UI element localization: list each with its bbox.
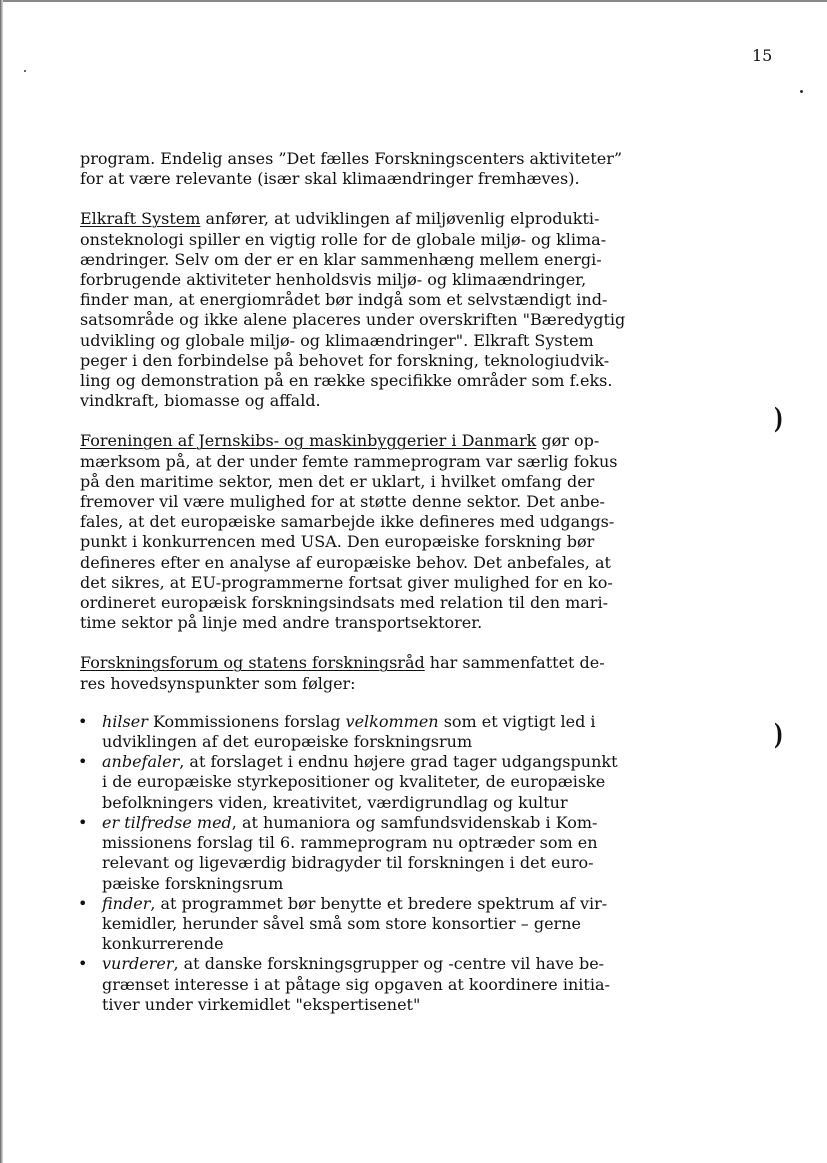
text-line: time sektor på linje med andre transportsektorer. <box>80 613 483 633</box>
text-line: defineres efter en analyse af europæiske behov. Det anbefales, at <box>80 552 611 572</box>
org-name-forskningsforum: Forskningsforum og statens forskningsråd <box>80 653 425 673</box>
text-line: mærksom på, at der under femte rammeprogram var særlig fokus <box>80 451 618 471</box>
text-line: fremover vil være mulighed for at støtte denne sektor. Det anbe- <box>80 492 605 512</box>
text-line: peger i den forbindelse på behovet for forskning, teknologiudvik- <box>80 350 610 370</box>
text-line: udviklingen af det europæiske forskningsrum <box>102 732 473 752</box>
paragraph-foreningen-jernskibs <box>80 431 618 633</box>
org-name-foreningen-jernskibs: Foreningen af Jernskibs- og maskinbyggerier i Danmark <box>80 431 537 451</box>
text-line: som et vigtigt led i <box>438 711 596 731</box>
text-line: konkurrerende <box>102 934 224 954</box>
bullet-verb: er tilfredse med <box>102 812 232 832</box>
text-line: fales, at det europæiske samarbejde ikke defineres med udgangs- <box>80 512 615 532</box>
list-item <box>78 954 610 1015</box>
list-item <box>78 752 618 813</box>
scan-left-edge <box>0 0 3 1163</box>
bullet-verb: anbefaler <box>102 752 180 772</box>
bullet-glyph: • <box>78 711 88 731</box>
page-number: 15 <box>752 46 773 65</box>
paragraph-program-continuation <box>80 149 623 189</box>
text-line: tiver under virkemidlet "ekspertisenet" <box>102 994 421 1014</box>
bullet-list <box>78 711 618 1015</box>
text-line: anfører, at udviklingen af miljøvenlig elprodukti- <box>200 209 600 229</box>
text-line: forbrugende aktiviteter henholdsvis miljø- og klimaændringer, <box>80 270 587 290</box>
list-item <box>80 813 600 894</box>
text-line: kemidler, herunder såvel små som store konsortier – gerne <box>102 913 581 933</box>
scan-top-edge <box>0 0 827 2</box>
bullet-verb: vurderer <box>102 954 174 974</box>
text-line: gør op- <box>536 431 600 451</box>
text-line: missionens forslag til 6. rammeprogram nu optræder som en <box>102 833 598 853</box>
text-line: satsområde og ikke alene placeres under overskriften "Bæredygtig <box>80 310 626 330</box>
text-line: pæiske forskningsrum <box>102 873 284 893</box>
text-line: befolkningers viden, kreativitet, værdigrundlag og kultur <box>102 792 568 812</box>
bullet-verb: finder <box>102 893 151 913</box>
text-line: ordineret europæisk forskningsindsats med relation til den mari- <box>80 593 608 613</box>
text-line: , at programmet bør benytte et bredere spektrum af vir- <box>150 893 608 913</box>
text-line: grænset interesse i at påtage sig opgaven at koordinere initia- <box>102 974 610 994</box>
list-item <box>78 893 608 955</box>
text-line: udvikling og globale miljø- og klimaændringer". Elkraft System <box>80 330 594 350</box>
scan-speck <box>24 70 26 72</box>
text-line: har sammenfattet de- <box>424 653 605 673</box>
text-line: , at forslaget i endnu højere grad tager udgangspunkt <box>179 752 618 772</box>
org-name-elkraft-system: Elkraft System <box>80 209 201 229</box>
bullet-glyph: • <box>78 752 88 772</box>
text-line: i de europæiske styrkepositioner og kvaliteter, de europæiske <box>102 772 606 792</box>
text-line: Kommissionens forslag <box>147 711 346 731</box>
paragraph-forskningsforum <box>80 653 605 693</box>
text-line: vindkraft, biomasse og affald. <box>80 391 321 411</box>
text-line: ændringer. Selv om der er en klar sammenhæng mellem energi- <box>80 249 602 269</box>
bullet-glyph: • <box>78 893 88 913</box>
bullet-emphasis: velkommen <box>345 711 439 731</box>
binder-hole-mark: ) <box>773 718 784 751</box>
text-line: program. Endelig anses ”Det fælles Forskningscenters aktiviteter” <box>80 149 623 168</box>
text-line: res hovedsynspunkter som følger: <box>80 673 356 693</box>
scan-speck <box>800 90 803 93</box>
bullet-verb: hilser <box>102 711 148 731</box>
binder-hole-mark: ) <box>773 402 784 435</box>
text-line: punkt i konkurrencen med USA. Den europæiske forskning bør <box>80 532 595 552</box>
list-item <box>80 712 600 752</box>
text-line: det sikres, at EU-programmerne fortsat giver mulighed for en ko- <box>80 572 613 592</box>
text-line: , at danske forskningsgrupper og -centre vil have be- <box>173 954 605 974</box>
text-line: på den maritime sektor, men det er uklart, i hvilket omfang der <box>80 471 595 491</box>
text-line: , at humaniora og samfundsvidenskab i Kom- <box>231 812 598 832</box>
paragraph-elkraft-system <box>80 209 626 411</box>
document-body <box>78 149 626 1015</box>
text-line: ling og demonstration på en række specifikke områder som f.eks. <box>80 371 613 391</box>
bullet-glyph: • <box>78 954 88 974</box>
text-line: onsteknologi spiller en vigtig rolle for de globale miljø- og klima- <box>80 229 607 249</box>
text-line: relevant og ligeværdig bidragyder til forskningen i det euro- <box>102 853 594 873</box>
bullet-glyph: • <box>78 812 88 832</box>
text-line: for at være relevante (især skal klimaændringer fremhæves). <box>80 169 580 189</box>
text-line: finder man, at energiområdet bør indgå som et selvstændigt ind- <box>80 290 608 310</box>
